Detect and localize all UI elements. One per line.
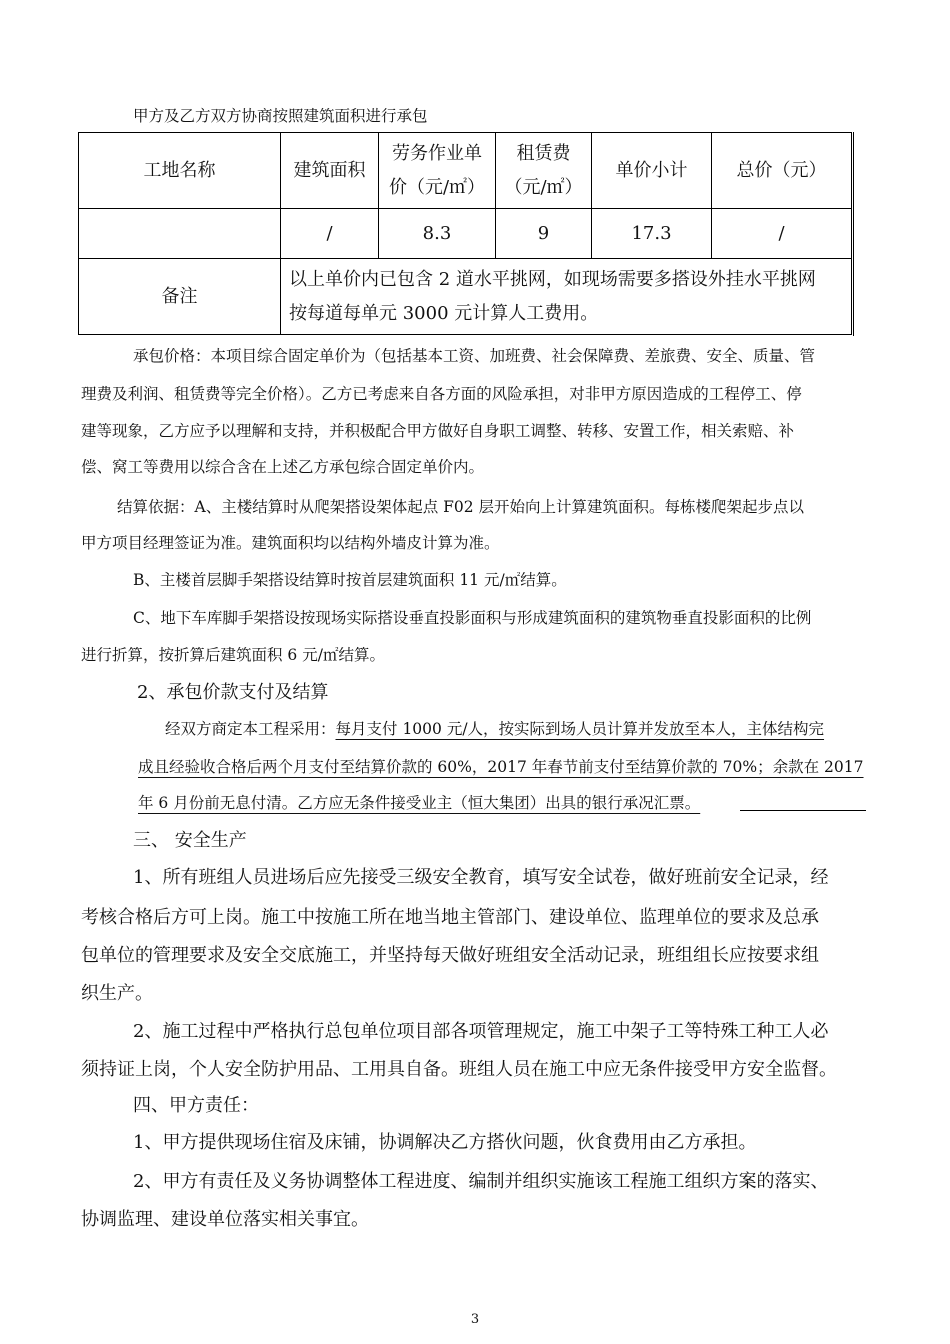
safety-heading: 三、 安全生产 xyxy=(133,830,247,851)
safety-line-1: 1、所有班组人员进场后应先接受三级安全教育，填写安全试卷，做好班前安全记录，经 xyxy=(133,867,829,888)
payment-line-2: 成且经验收合格后两个月支付至结算价款的 60%，2017 年春节前支付至结算价款的 70%；余款在 2017 xyxy=(138,758,864,776)
cell-rent-fee: 9 xyxy=(496,209,592,259)
price-line-4: 偿、窝工等费用以综合含在上述乙方承包综合固定单价内。 xyxy=(81,458,485,476)
payment-terms-1: 每月支付 1000 元/人，按实际到场人员计算并发放至本人，主体结构完 xyxy=(335,720,825,738)
payment-heading: 2、承包价款支付及结算 xyxy=(137,682,329,703)
note-label: 备注 xyxy=(79,259,281,335)
settlement-line-2: 甲方项目经理签证为准。建筑面积均以结构外墙皮计算为准。 xyxy=(81,534,500,552)
safety-line-3: 包单位的管理要求及安全交底施工，并坚持每天做好班组安全活动记录，班组组长应按要求组 xyxy=(81,945,819,966)
header-rent-fee-line1: 租赁费 xyxy=(516,142,571,164)
header-labor-price-line2: 价（元/㎡） xyxy=(388,176,486,198)
header-building-area: 建筑面积 xyxy=(281,133,379,209)
price-line-3: 建等现象，乙方应予以理解和支持，并积极配合甲方做好自身职工调整、转移、安置工作，相关索赔、补 xyxy=(81,422,795,440)
header-total-price: 总价（元） xyxy=(712,133,852,209)
table-row xyxy=(79,209,852,259)
page-number: 3 xyxy=(470,1312,480,1327)
safety-line-5: 2、施工过程中严格执行总包单位项目部各项管理规定，施工中架子工等特殊工种工人必 xyxy=(133,1021,829,1042)
partyA-line-3: 协调监理、建设单位落实相关事宜。 xyxy=(81,1209,369,1230)
price-line-2: 理费及利润、租赁费等完全价格）。乙方已考虑来自各方面的风险承担，对非甲方原因造成的工程停工、停 xyxy=(81,385,802,403)
payment-lead: 经双方商定本工程采用： xyxy=(165,720,336,738)
settlement-line-4: C、地下车库脚手架搭设按现场实际搭设垂直投影面积与形成建筑面积的建筑物垂直投影面积的比例 xyxy=(133,609,812,627)
payment-line-3: 年 6 月份前无息付清。乙方应无条件接受业主（恒大集团）出具的银行承况汇票。 xyxy=(138,794,701,812)
table-intro: 甲方及乙方双方协商按照建筑面积进行承包 xyxy=(133,107,428,125)
header-site-name: 工地名称 xyxy=(79,133,281,209)
safety-line-6: 须持证上岗，个人安全防护用品、工用具自备。班组人员在施工中应无条件接受甲方安全监督。 xyxy=(81,1059,837,1080)
safety-line-2: 考核合格后方可上岗。施工中按施工所在地当地主管部门、建设单位、监理单位的要求及总承 xyxy=(81,907,819,928)
note-content xyxy=(281,259,852,335)
cell-building-area: / xyxy=(281,209,379,259)
header-labor-price xyxy=(379,133,496,209)
table-header-row xyxy=(79,133,852,209)
settlement-line-5: 进行折算，按折算后建筑面积 6 元/㎡结算。 xyxy=(81,646,385,664)
header-rent-fee xyxy=(496,133,592,209)
header-rent-fee-line2: （元/㎡） xyxy=(504,176,583,198)
cell-total-price: / xyxy=(712,209,852,259)
partyA-line-1: 1、甲方提供现场住宿及床铺，协调解决乙方搭伙问题，伙食费用由乙方承担。 xyxy=(133,1132,757,1153)
partyA-heading: 四、甲方责任： xyxy=(133,1095,259,1116)
note-line-1: 以上单价内已包含 2 道水平挑网，如现场需要多搭设外挂水平挑网 xyxy=(289,268,816,290)
header-unit-subtotal: 单价小计 xyxy=(592,133,712,209)
cell-labor-price: 8.3 xyxy=(379,209,496,259)
lease-table xyxy=(78,132,852,335)
partyA-line-2: 2、甲方有责任及义务协调整体工程进度、编制并组织实施该工程施工组织方案的落实、 xyxy=(133,1171,829,1192)
header-labor-price-line1: 劳务作业单 xyxy=(392,142,482,164)
price-line-1: 承包价格：本项目综合固定单价为（包括基本工资、加班费、社会保障费、差旅费、安全、质量、管 xyxy=(133,347,816,365)
cell-unit-subtotal: 17.3 xyxy=(592,209,712,259)
settlement-line-3: B、主楼首层脚手架搭设结算时按首层建筑面积 11 元/㎡结算。 xyxy=(133,571,567,589)
settlement-line-1: 结算依据：A、主楼结算时从爬架搭设架体起点 F02 层开始向上计算建筑面积。每栋楼爬架起步点以 xyxy=(117,498,805,516)
table-note-row xyxy=(79,259,852,335)
table-right-border xyxy=(853,132,854,336)
safety-line-4: 织生产。 xyxy=(81,983,153,1004)
note-line-2: 按每道每单元 3000 元计算人工费用。 xyxy=(289,302,599,324)
cell-site-name xyxy=(79,209,281,259)
payment-line-1 xyxy=(165,717,824,739)
underline-extension xyxy=(740,810,866,811)
